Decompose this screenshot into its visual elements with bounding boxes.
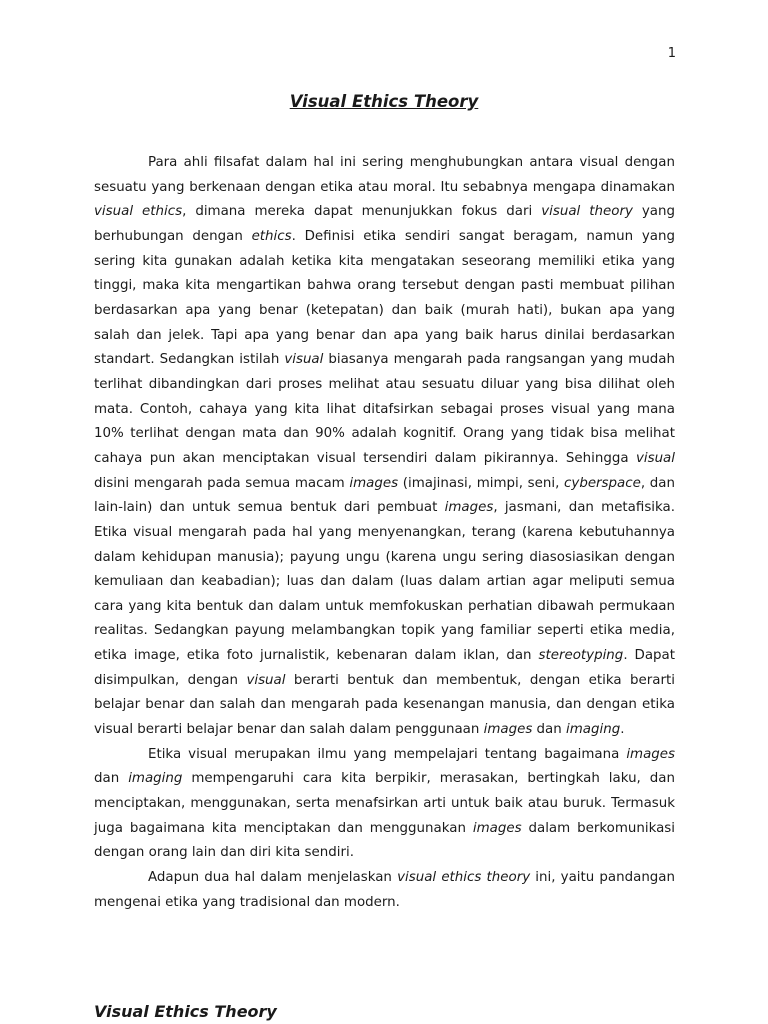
italic-term: visual [635, 450, 675, 466]
italic-term: visual [246, 672, 286, 688]
paragraph-1: Para ahli filsafat dalam hal ini sering menghubungkan antara visual dengan sesuatu yang berkenaan dengan etika atau moral. Itu sebabnya mengapa dinamakan visual ethics, dimana mereka dapat menunjukkan fokus dari visual theory yang berhubungan dengan ethics. Definisi etika sendiri sangat beragam, namun yang sering kita gunakan adalah ketika kita mengatakan seseorang memiliki etika yang tinggi, maka kita mengartikan bahwa orang tersebut dengan pasti membuat pilihan berdasarkan apa yang benar (ketepatan) dan baik (murah hati), bukan apa yang salah dan jelek. Tapi apa yang benar dan apa yang baik harus dinilai berdasarkan standart. Sedangkan istilah visual biasanya mengarah pada rangsangan yang mudah terlihat dibandingkan dari proses melihat atau sesuatu diluar yang bisa dilihat oleh mata. Contoh, cahaya yang kita lihat ditafsirkan sebagai proses visual yang mana 10% terlihat dengan mata dan 90% adalah kognitif. Orang yang tidak bisa melihat cahaya pun akan menciptakan visual tersendiri dalam pikirannya. Sehingga visual disini mengarah pada semua macam images (imajinasi, mimpi, seni, cyberspace, dan lain-lain) dan untuk semua bentuk dari pembuat images, jasmani, dan metafisika. Etika visual mengarah pada hal yang menyenangkan, terang (karena kebutuhannya dalam kehidupan manusia); payung ungu (karena ungu sering diasosiasikan dengan kemuliaan dan keabadian); luas dan dalam (luas dalam artian agar meliputi semua cara yang kita bentuk dan dalam untuk memfokuskan perhatian dibawah permukaan realitas. Sedangkan payung melambangkan topik yang familiar seperti etika media, etika image, etika foto jurnalistik, kebenaran dalam iklan, dan stereotyping. Dapat disimpulkan, dengan visual berarti bentuk dan membentuk, dengan etika berarti belajar benar dan salah dan mengarah pada kesenangan manusia, dan dengan etika visual berarti belajar benar dan salah dalam penggunaan images dan imaging. [94, 155, 676, 738]
italic-term: stereotyping [538, 648, 624, 664]
paragraph-3: Adapun dua hal dalam menjelaskan visual ethics theory ini, yaitu pandangan mengenai etika yang tradisional dan modern. [94, 870, 675, 910]
italic-term: cyberspace [564, 475, 641, 491]
italic-term: images [444, 500, 494, 516]
document-body [94, 151, 675, 915]
italic-term: images [349, 475, 399, 491]
italic-term: visual ethics [94, 204, 183, 220]
italic-term: images [472, 820, 522, 836]
italic-term: images [483, 722, 533, 738]
italic-term: imaging [566, 722, 621, 738]
italic-term: visual [284, 352, 324, 368]
italic-term: ethics [251, 228, 292, 244]
section-heading: Visual Ethics Theory [94, 1002, 277, 1021]
paragraph-2: Etika visual merupakan ilmu yang mempelajari tentang bagaimana images dan imaging mempengaruhi cara kita berpikir, merasakan, bertingkah laku, dan menciptakan, menggunakan, serta menafsirkan arti untuk baik atau buruk. Termasuk juga bagaimana kita menciptakan dan menggunakan images dalam berkomunikasi dengan orang lain dan diri kita sendiri. [94, 746, 676, 861]
italic-term: imaging [128, 771, 183, 787]
italic-term: visual theory [541, 204, 633, 220]
document-title: Visual Ethics Theory [289, 92, 479, 111]
italic-term: images [626, 746, 675, 762]
page-number: 1 [667, 46, 676, 61]
italic-term: visual ethics theory [397, 870, 531, 886]
